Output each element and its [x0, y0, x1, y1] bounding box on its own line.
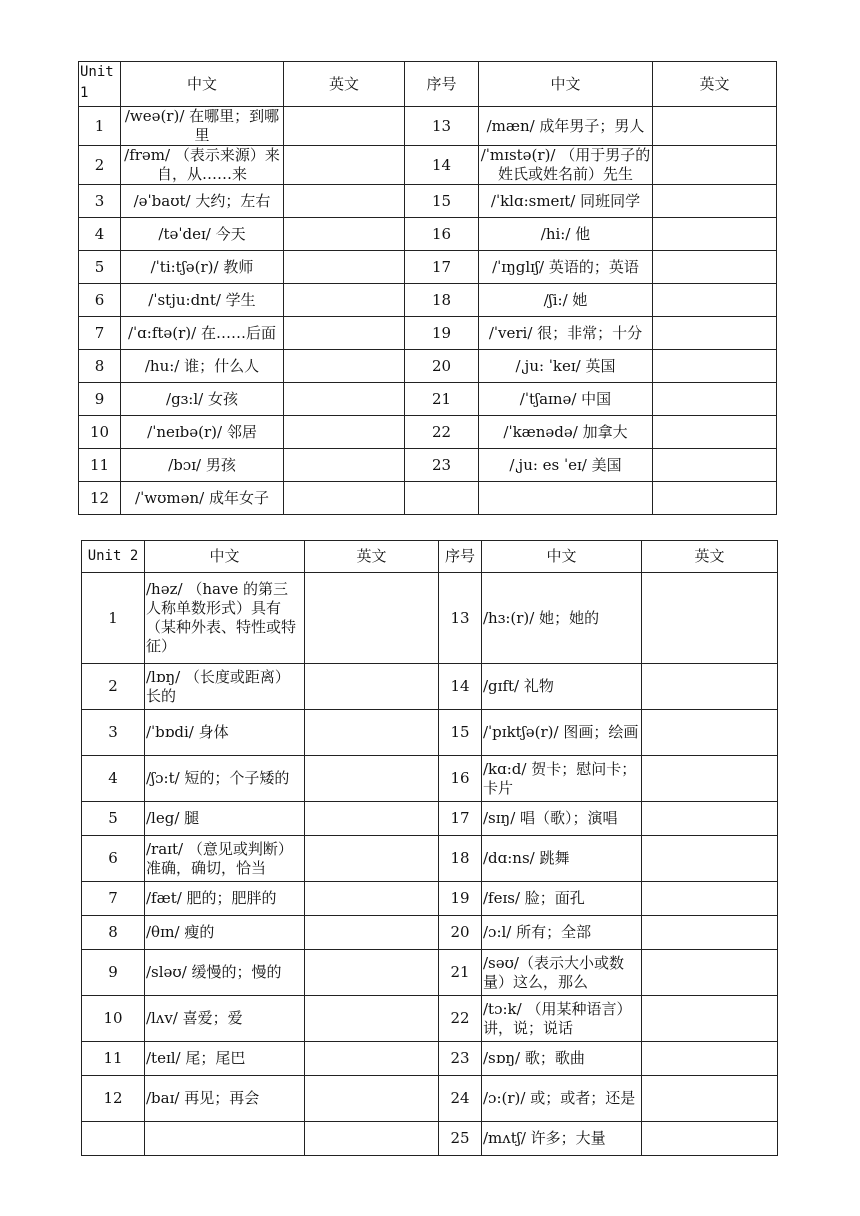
chinese-meaning-1: /weə(r)/ 在哪里；到哪里	[121, 107, 284, 146]
chinese-meaning-2: /ˈveri/ 很；非常；十分	[479, 317, 653, 350]
row-number-2: 19	[439, 882, 482, 916]
chinese-meaning-1: /ʃɔ:t/ 短的；个子矮的	[145, 756, 305, 802]
chinese-meaning-1: /raɪt/ （意见或判断）准确，确切，恰当	[145, 836, 305, 882]
table-row	[82, 996, 778, 1042]
row-number-1: 4	[79, 218, 121, 251]
english-answer-1	[284, 185, 405, 218]
table-row	[82, 573, 778, 664]
english-answer-2	[642, 1042, 778, 1076]
row-number-1: 9	[82, 950, 145, 996]
table-row	[82, 710, 778, 756]
chinese-meaning-2: /dɑ:ns/ 跳舞	[482, 836, 642, 882]
english-answer-2	[642, 1122, 778, 1156]
chinese-meaning-1: /sləʊ/ 缓慢的；慢的	[145, 950, 305, 996]
table-row	[79, 350, 777, 383]
english-answer-1	[284, 383, 405, 416]
row-number-1: 2	[82, 664, 145, 710]
chinese-meaning-1: /ˈneɪbə(r)/ 邻居	[121, 416, 284, 449]
row-number-1: 4	[82, 756, 145, 802]
chinese-meaning-1: /bɔɪ/ 男孩	[121, 449, 284, 482]
chinese-meaning-2: /ˈkænədə/ 加拿大	[479, 416, 653, 449]
english-answer-2	[642, 664, 778, 710]
row-number-2: 17	[405, 251, 479, 284]
row-number-1: 5	[82, 802, 145, 836]
table-row	[82, 664, 778, 710]
english-answer-1	[284, 251, 405, 284]
row-number-1: 10	[82, 996, 145, 1042]
unit2-vocab-table	[81, 540, 778, 1156]
english-answer-1	[284, 218, 405, 251]
table-row	[79, 251, 777, 284]
table-row	[79, 146, 777, 185]
row-number-1: 12	[79, 482, 121, 515]
table-row	[79, 383, 777, 416]
row-number-2: 21	[405, 383, 479, 416]
row-number-1: 7	[79, 317, 121, 350]
table-row	[79, 284, 777, 317]
chinese-meaning-2: /ɔ:(r)/ 或；或者；还是	[482, 1076, 642, 1122]
table-row	[79, 317, 777, 350]
header-chinese-1: 中文	[145, 541, 305, 573]
english-answer-1	[284, 482, 405, 515]
english-answer-1	[284, 284, 405, 317]
english-answer-2	[642, 836, 778, 882]
row-number-2: 24	[439, 1076, 482, 1122]
chinese-meaning-2: /hi:/ 他	[479, 218, 653, 251]
table-row	[79, 449, 777, 482]
table-row	[82, 950, 778, 996]
english-answer-1	[284, 317, 405, 350]
row-number-1: 3	[79, 185, 121, 218]
header-number: 序号	[405, 62, 479, 107]
chinese-meaning-1: /təˈdeɪ/ 今天	[121, 218, 284, 251]
row-number-2: 13	[405, 107, 479, 146]
header-chinese-2: 中文	[482, 541, 642, 573]
row-number-1: 11	[79, 449, 121, 482]
english-answer-1	[305, 756, 439, 802]
table-row	[79, 416, 777, 449]
chinese-meaning-2: /ˈɪŋglɪʃ/ 英语的；英语	[479, 251, 653, 284]
english-answer-2	[642, 756, 778, 802]
english-answer-2	[642, 1076, 778, 1122]
chinese-meaning-1: /baɪ/ 再见；再会	[145, 1076, 305, 1122]
chinese-meaning-2: /gɪft/ 礼物	[482, 664, 642, 710]
row-number-2: 15	[439, 710, 482, 756]
english-answer-2	[653, 107, 777, 146]
header-english-2: 英文	[642, 541, 778, 573]
row-number-1: 6	[79, 284, 121, 317]
chinese-meaning-1: /həz/ （have 的第三人称单数形式）具有（某种外表、特性或特征）	[145, 573, 305, 664]
row-number-2: 23	[405, 449, 479, 482]
chinese-meaning-2: /tɔ:k/ （用某种语言）讲，说；说话	[482, 996, 642, 1042]
english-answer-2	[653, 482, 777, 515]
table-row	[82, 882, 778, 916]
row-number-2: 17	[439, 802, 482, 836]
chinese-meaning-1: /gɜ:l/ 女孩	[121, 383, 284, 416]
chinese-meaning-1: /əˈbaʊt/ 大约；左右	[121, 185, 284, 218]
english-answer-2	[642, 710, 778, 756]
chinese-meaning-2: /ˈklɑ:smeɪt/ 同班同学	[479, 185, 653, 218]
chinese-meaning-2: /səʊ/（表示大小或数量）这么，那么	[482, 950, 642, 996]
table-row	[79, 107, 777, 146]
english-answer-2	[642, 802, 778, 836]
english-answer-2	[653, 317, 777, 350]
chinese-meaning-2	[479, 482, 653, 515]
english-answer-1	[305, 996, 439, 1042]
row-number-2: 16	[439, 756, 482, 802]
table-row	[79, 482, 777, 515]
row-number-1: 5	[79, 251, 121, 284]
english-answer-2	[653, 284, 777, 317]
chinese-meaning-2: /sɒŋ/ 歌；歌曲	[482, 1042, 642, 1076]
english-answer-2	[642, 950, 778, 996]
english-answer-2	[642, 882, 778, 916]
row-number-1: 1	[82, 573, 145, 664]
english-answer-2	[653, 185, 777, 218]
chinese-meaning-1	[145, 1122, 305, 1156]
table-row	[82, 916, 778, 950]
row-number-2: 18	[439, 836, 482, 882]
row-number-2: 14	[439, 664, 482, 710]
row-number-1: 9	[79, 383, 121, 416]
english-answer-1	[284, 107, 405, 146]
header-number: 序号	[439, 541, 482, 573]
row-number-1: 10	[79, 416, 121, 449]
chinese-meaning-2: /ɔ:l/ 所有；全部	[482, 916, 642, 950]
row-number-2: 15	[405, 185, 479, 218]
table-row	[82, 1042, 778, 1076]
english-answer-2	[653, 218, 777, 251]
english-answer-2	[653, 383, 777, 416]
header-english-2: 英文	[653, 62, 777, 107]
chinese-meaning-2: /mʌtʃ/ 许多；大量	[482, 1122, 642, 1156]
english-answer-1	[284, 350, 405, 383]
table-row	[79, 185, 777, 218]
english-answer-1	[284, 449, 405, 482]
row-number-1: 2	[79, 146, 121, 185]
english-answer-1	[305, 710, 439, 756]
table-row	[82, 1076, 778, 1122]
row-number-2: 23	[439, 1042, 482, 1076]
row-number-1: 7	[82, 882, 145, 916]
row-number-2: 21	[439, 950, 482, 996]
header-english-1: 英文	[284, 62, 405, 107]
english-answer-2	[642, 996, 778, 1042]
chinese-meaning-1: /lʌv/ 喜爱；爱	[145, 996, 305, 1042]
header-chinese-2: 中文	[479, 62, 653, 107]
chinese-meaning-2: /mæn/ 成年男子；男人	[479, 107, 653, 146]
english-answer-1	[305, 836, 439, 882]
english-answer-1	[305, 573, 439, 664]
row-number-1: 12	[82, 1076, 145, 1122]
table-row	[82, 802, 778, 836]
header-row	[82, 541, 778, 573]
english-answer-2	[653, 251, 777, 284]
chinese-meaning-2: /ˈmɪstə(r)/ （用于男子的姓氏或姓名前）先生	[479, 146, 653, 185]
chinese-meaning-2: /hɜ:(r)/ 她；她的	[482, 573, 642, 664]
row-number-1: 11	[82, 1042, 145, 1076]
chinese-meaning-1: /ˈstju:dnt/ 学生	[121, 284, 284, 317]
chinese-meaning-2: /ˌju: ˈkeɪ/ 英国	[479, 350, 653, 383]
chinese-meaning-1: /θɪn/ 瘦的	[145, 916, 305, 950]
table-row	[82, 836, 778, 882]
english-answer-1	[284, 146, 405, 185]
row-number-1: 1	[79, 107, 121, 146]
english-answer-2	[642, 573, 778, 664]
row-number-2: 22	[405, 416, 479, 449]
header-english-1: 英文	[305, 541, 439, 573]
row-number-2: 16	[405, 218, 479, 251]
chinese-meaning-2: /feɪs/ 脸；面孔	[482, 882, 642, 916]
chinese-meaning-2: /ʃi:/ 她	[479, 284, 653, 317]
row-number-2: 20	[439, 916, 482, 950]
english-answer-1	[305, 802, 439, 836]
chinese-meaning-2: /kɑ:d/ 贺卡；慰问卡；卡片	[482, 756, 642, 802]
table-row	[82, 756, 778, 802]
chinese-meaning-1: /fæt/ 肥的；肥胖的	[145, 882, 305, 916]
chinese-meaning-1: /ˈti:tʃə(r)/ 教师	[121, 251, 284, 284]
chinese-meaning-1: /frəm/ （表示来源）来自，从……来	[121, 146, 284, 185]
chinese-meaning-1: /ˈwʊmən/ 成年女子	[121, 482, 284, 515]
english-answer-2	[653, 449, 777, 482]
english-answer-1	[305, 916, 439, 950]
row-number-2	[405, 482, 479, 515]
english-answer-2	[653, 146, 777, 185]
english-answer-2	[642, 916, 778, 950]
row-number-2: 18	[405, 284, 479, 317]
row-number-2: 13	[439, 573, 482, 664]
row-number-1: 8	[82, 916, 145, 950]
row-number-1: 3	[82, 710, 145, 756]
english-answer-1	[284, 416, 405, 449]
chinese-meaning-1: /ˈɑ:ftə(r)/ 在……后面	[121, 317, 284, 350]
chinese-meaning-1: /leg/ 腿	[145, 802, 305, 836]
english-answer-2	[653, 416, 777, 449]
chinese-meaning-1: /teɪl/ 尾；尾巴	[145, 1042, 305, 1076]
english-answer-1	[305, 882, 439, 916]
header-chinese-1: 中文	[121, 62, 284, 107]
row-number-1: 6	[82, 836, 145, 882]
unit-label: Unit 2	[82, 541, 145, 573]
english-answer-1	[305, 1122, 439, 1156]
chinese-meaning-1: /lɒŋ/ （长度或距离）长的	[145, 664, 305, 710]
header-row	[79, 62, 777, 107]
row-number-1: 8	[79, 350, 121, 383]
table-row	[82, 1122, 778, 1156]
row-number-2: 22	[439, 996, 482, 1042]
chinese-meaning-2: /ˈpɪktʃə(r)/ 图画；绘画	[482, 710, 642, 756]
english-answer-1	[305, 1042, 439, 1076]
english-answer-1	[305, 664, 439, 710]
row-number-2: 14	[405, 146, 479, 185]
unit1-vocab-table	[78, 61, 777, 515]
chinese-meaning-2: /ˌju: es ˈeɪ/ 美国	[479, 449, 653, 482]
row-number-2: 20	[405, 350, 479, 383]
english-answer-1	[305, 950, 439, 996]
chinese-meaning-1: /hu:/ 谁；什么人	[121, 350, 284, 383]
unit-label: Unit 1	[79, 62, 121, 107]
chinese-meaning-2: /ˈtʃaɪnə/ 中国	[479, 383, 653, 416]
english-answer-1	[305, 1076, 439, 1122]
chinese-meaning-1: /ˈbɒdi/ 身体	[145, 710, 305, 756]
row-number-2: 19	[405, 317, 479, 350]
row-number-1	[82, 1122, 145, 1156]
chinese-meaning-2: /sɪŋ/ 唱（歌）；演唱	[482, 802, 642, 836]
english-answer-2	[653, 350, 777, 383]
row-number-2: 25	[439, 1122, 482, 1156]
table-row	[79, 218, 777, 251]
